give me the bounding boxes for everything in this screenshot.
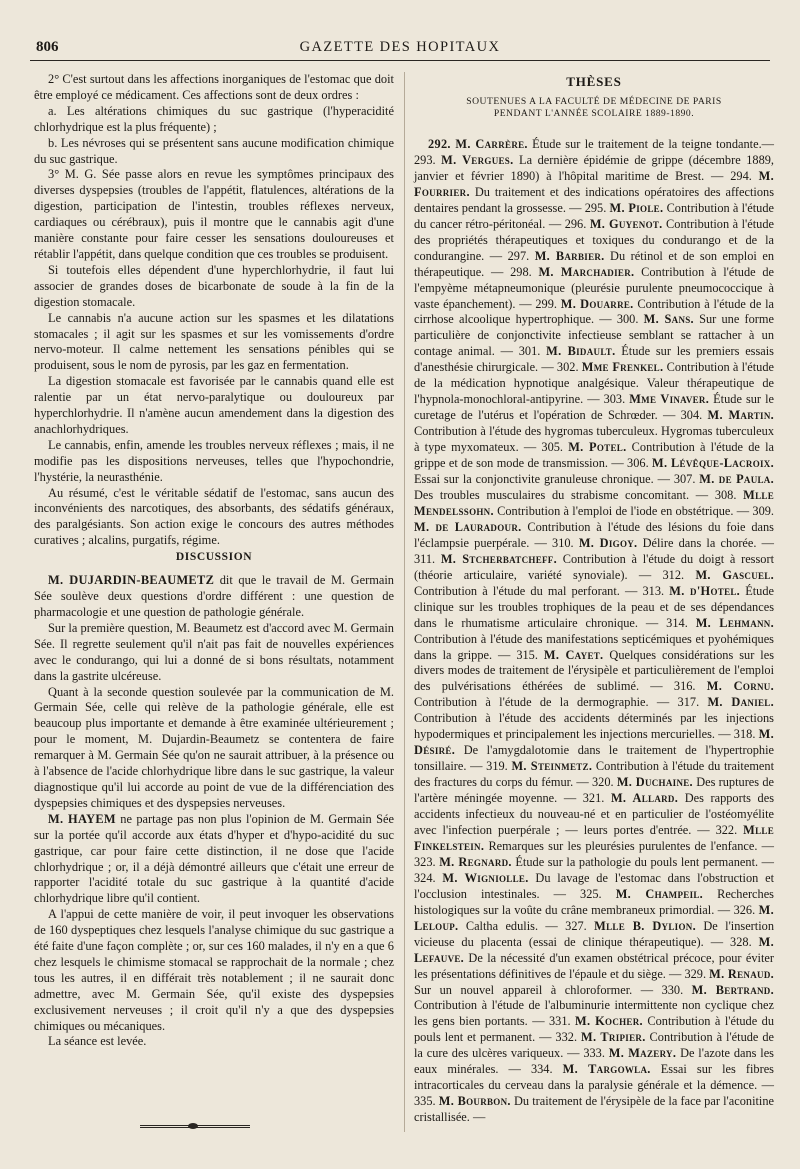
thesis-title: Contribution à l'étude des accidents déterminés par les injections hypodermiques et principalement les injections mercurielles. — 318. (414, 711, 774, 742)
article-paragraph: La digestion stomacale est favorisée par le cannabis quand elle est ralentie par un état nervo-paralytique ou douloureux par hyperchlorhydrie. Il n'amène aucun amendement dans la digestion des anachlorhydriques. (34, 374, 394, 436)
thesis-author: M. Martin. (707, 408, 774, 423)
discussion-text: dit que le travail de M. Germain Sée soulève deux questions d'ordre différent : une question de pharmacologie et une question de pathologie générale. (34, 573, 394, 619)
discussion-paragraph (34, 685, 394, 812)
thesis-author: Mme Frenkel. (581, 360, 664, 375)
theses-list (414, 137, 774, 1126)
thesis-title: Sur une forme particulière de conjonctivite infectieuse semblant se rattacher à un contage animal. — 301. (414, 312, 774, 359)
page-header (30, 36, 770, 61)
thesis-author: M. Cornu. (706, 679, 774, 694)
article-paragraph: b. Les névroses qui se présentent sans aucune modification chimique du suc gastrique. (34, 135, 394, 166)
thesis-title: Contribution à l'étude de l'empyème métapneumonique (pleurésie purulente pneumococcique à vaste épanchement). — 299. (414, 264, 775, 311)
thesis-title: Contribution à l'étude des hygromas tuberculeux. Hygromas tuberculeux à type myxomateux. — 305. (414, 424, 774, 455)
thesis-author: 292. M. Carrère. (428, 137, 528, 151)
discussion-body (34, 573, 394, 1050)
article-paragraph: 3° M. G. Sée passe alors en revue les symptômes principaux des diverses dyspepsies (troubles de l'appétit, flatulences, altérations de la digestion, participation de l'intestin, troubles réflexes nerveux, cardiaques ou cérébraux), puis il montre que le cannabis agit d'une manière constante pour faire cesser les sensations douloureuses et rétablir l'appétit, dans quelque condition que ces troubles se produisent. (34, 167, 394, 261)
thesis-author: Mlle B. Dylion. (594, 918, 696, 933)
thesis-title: Contribution à l'étude de la cirrhose alcoolique hypertrophique. — 300. (414, 296, 774, 327)
thesis-title: Sur un nouvel appareil à chloroformer. — 330. (414, 982, 692, 997)
thesis-author: M. de Lauradour. (414, 519, 522, 534)
thesis-title: La dernière épidémie de grippe (décembre 1889, janvier et février 1890) à l'hôpital maritime de Brest. — 294. (414, 152, 774, 183)
thesis-title: Du lavage de l'estomac dans l'obstruction et l'occlusion intestinales. — 325. (414, 870, 775, 901)
article-paragraph: Le cannabis n'a aucune action sur les spasmes et les dilatations stomacales ; il agit sur les spasmes et sur les vomissements d'ordre nervo-moteur. Il calme nettement les sensations pénibles qui se produisent, sous le nom de pyrosis, par les gaz en fermentation. (34, 310, 394, 373)
theses-subtitle: SOUTENUES A LA FACULTÉ DE MÉDECINE DE PARIS (466, 96, 722, 107)
thesis-title: Des troubles musculaires du strabisme concomitant. — 308. (414, 487, 744, 502)
theses-title: THÈSES (566, 74, 622, 89)
thesis-author: M. Tripier. (581, 1030, 646, 1045)
thesis-author: M. Gascuel. (695, 567, 774, 582)
thesis-author: M. Désiré. (414, 727, 774, 758)
end-ornament (140, 1125, 250, 1128)
thesis-author: M. Cayet. (543, 647, 604, 662)
article-paragraph: Si toutefois elles dépendent d'une hyperchlorhydrie, il faut lui associer de grandes doses de bicarbonate de soude à la fin de la digestion stomacale. (34, 262, 394, 309)
thesis-author: M. de Paula. (699, 472, 774, 487)
thesis-title: Étude sur le curetage de l'utérus et l'opération de Schrœder. — 304. (414, 392, 774, 423)
thesis-author: M. Bidault. (546, 344, 616, 359)
thesis-author: M. Douarre. (560, 296, 634, 311)
thesis-title: Contribution à l'étude de la médication hypnotique analgésique. Valeur thérapeutique de l'hypnola-monochloral-antipyrine. — 303. (414, 360, 774, 407)
thesis-title: Contribution à l'étude des propriétés thérapeutiques et toxiques du condurango et de la condurangine. — 297. (414, 216, 775, 263)
thesis-author: M. Piole. (609, 200, 664, 215)
thesis-author: M. Targowla. (562, 1062, 651, 1077)
discussion-text: Sur la première question, M. Beaumetz est d'accord avec M. Germain Sée. Il regrette seulement qu'il n'ait pas fait de nouvelles expériences avec le condurango, qui lui a donné de si bons résultats, notamment dans la gastrite ulcéreuse. (34, 620, 394, 683)
thesis-title: Recherches histologiques sur la voûte du crâne membraneux primordial. — 326. (414, 886, 774, 917)
thesis-author: M. Barbier. (534, 248, 605, 263)
thesis-author: M. Lefauve. (414, 934, 774, 965)
article-paragraph: Le cannabis, enfin, amende les troubles nerveux réflexes ; mais, il ne modifie pas les dispositions nerveuses, telles que l'hypochondrie, l'hystérie, la neurasthénie. (34, 437, 394, 484)
thesis-author: M. Fourrier. (414, 168, 774, 199)
thesis-author: M. Marchadier. (538, 264, 635, 279)
thesis-title: Caltha edulis. — 327. (458, 918, 595, 933)
thesis-author: M. Steinmetz. (511, 759, 593, 774)
thesis-author: M. Wigniolle. (442, 870, 529, 885)
thesis-title: Contribution à l'étude de l'albuminurie intermittente non cyclique chez les gens bien portants. — 331. (414, 998, 774, 1029)
article-body (34, 72, 394, 549)
thesis-title: Du traitement de l'érysipèle de la face par l'aconitine cristallisée. — (414, 1094, 775, 1125)
discussion-text: La séance est levée. (48, 1034, 147, 1049)
thesis-author: M. Leloup. (414, 902, 774, 933)
discussion-text: ne partage pas non plus l'opinion de M. Germain Sée sur la portée qu'il accorde aux états d'hyper et d'hypo-acidité du suc gastrique, car pour faire cette distinction, il ne dose que l'acide chlorhydrique ; or, il a déjà démontré ailleurs que c'était une erreur de rapporter l'acidité totale du suc gastrique à la quantité d'acide chlorhydrique libre qu'il contient. (34, 811, 394, 906)
thesis-title: Contribution à l'étude des lésions du foie dans l'éclampsie puerpérale. — 310. (414, 519, 774, 550)
thesis-author: M. Digoy. (578, 535, 638, 550)
column-divider (404, 72, 405, 1132)
thesis-author: Mlle Finkelstein. (414, 822, 774, 853)
page-number: 806 (36, 39, 59, 55)
thesis-author: M. Mazery. (608, 1046, 677, 1061)
thesis-title: Étude sur la pathologie du pouls lent permanent. — 324. (414, 854, 775, 885)
discussion-paragraph (34, 812, 394, 907)
thesis-title: Contribution à l'étude du pouls lent et permanent. — 332. (414, 1014, 774, 1045)
thesis-author: M. Regnard. (439, 854, 512, 869)
thesis-title: Étude sur le traitement de la teigne tondante.— 293. (414, 137, 774, 167)
thesis-title: Contribution à l'étude du mal perforant. — 313. (414, 583, 670, 598)
thesis-author: Mlle Mendelssohn. (414, 487, 774, 518)
thesis-title: Contribution à l'étude des manifestations septicémiques et pyohémiques dans la grippe. — 315. (414, 631, 774, 662)
thesis-title: Contribution à l'étude de la dermographie. — 317. (414, 695, 708, 710)
thesis-author: M. Bourbon. (438, 1094, 511, 1109)
discussion-paragraph (34, 907, 394, 1034)
thesis-title: De la nécessité d'un examen obstétrical précoce, pour éviter les présentations définitives de l'épaule et du siège. — 329. (414, 950, 774, 981)
running-title: GAZETTE DES HOPITAUX (299, 39, 501, 55)
article-paragraph: Au résumé, c'est le véritable sédatif de l'estomac, sans aucun des inconvénients des narcotiques, des absorbants, des sédatifs généraux, des paralgésiants. Son action exige le concours des autres méthodes curatives ; alcalins, purgatifs, régime. (34, 485, 394, 548)
thesis-title: Contribution à l'étude du cancer rétro-péritonéal. — 296. (414, 200, 774, 231)
discussion-text: Quant à la seconde question soulevée par la communication de M. Germain Sée, celle qui relève de la pathologie générale, elle est beaucoup plus importante et demande à être examinée ultérieurement ; pour le moment, M. Dujardin-Beaumetz se contentera de faire remarquer à M. Germain Sée qu'on ne saurait attribuer, à la présence ou à l'absence de l'acide chlorhydrique libre dans le suc gastrique, la valeur diagnostique qu'il lui accorde au point de vue de la différenciation des dyspepsies chimiques et des dyspepsies nerveuses. (34, 684, 394, 810)
thesis-title: De l'insertion vicieuse du placenta (essai de clinique thérapeutique). — 328. (414, 918, 774, 949)
thesis-author: Mme Vinaver. (629, 392, 710, 407)
discussion-paragraph (34, 621, 394, 685)
discussion-paragraph (34, 1034, 394, 1050)
speaker-name: M. DUJARDIN-BEAUMETZ (48, 573, 215, 588)
thesis-title: Contribution à l'emploi de l'iode en obstétrique. — 309. (493, 503, 774, 518)
thesis-author: M. Kocher. (575, 1014, 643, 1029)
discussion-heading: DISCUSSION (175, 551, 253, 564)
thesis-title: Des ruptures de l'artère méningée moyenne. — 321. (414, 775, 774, 806)
thesis-title: Quelques considérations sur les divers modes de traitement de l'érysipèle et particulièrement de l'emploi des pulvérisations éthérées de sublimé. — 316. (414, 647, 774, 694)
thesis-author: M. Guyenot. (589, 216, 663, 231)
article-paragraph: a. Les altérations chimiques du suc gastrique (l'hyperacidité chlorhydrique est la plus fréquente) ; (34, 103, 394, 134)
thesis-author: M. Daniel. (707, 695, 774, 710)
thesis-title: Contribution à l'étude du traitement des fractures du corps du fémur. — 320. (414, 759, 775, 790)
thesis-title: Du traitement et des indications opératoires des affections dentaires pendant la grossesse. — 295. (414, 184, 774, 215)
thesis-title: Étude sur les premiers essais d'anesthésie chirurgicale. — 302. (414, 344, 774, 375)
thesis-title: Étude clinique sur les troubles trophiques de la peau et de ses dépendances dans le rhumatisme articulaire chronique. — 314. (414, 583, 774, 630)
left-column (34, 72, 394, 1050)
thesis-title: Remarques sur les pleurésies purulentes de l'enfance. — 323. (414, 838, 774, 869)
thesis-title: Essai sur la conjonctivite granuleuse chronique. — 307. (414, 472, 700, 487)
thesis-title: Contribution à l'étude de la cure des ulcères variqueux. — 333. (414, 1030, 774, 1061)
thesis-author: M. Potel. (568, 440, 627, 455)
speaker-name: M. HAYEM (48, 811, 116, 826)
thesis-author: M. Stcherbatcheff. (440, 551, 557, 566)
thesis-author: M. d'Hotel. (669, 583, 741, 598)
thesis-title: Des rapports des accidents infectieux du nouveau-né et en particulier de l'ostéomyélite avec l'infection puerpérale ; — leurs portes d'entrée. — 322. (414, 791, 774, 837)
thesis-title: Délire dans la chorée. — 311. (414, 535, 774, 566)
thesis-title: Contribution à l'étude de la grippe et de son mode de transmission. — 306. (414, 440, 774, 471)
thesis-title: Du rétinol et de son emploi en thérapeutique. — 298. (414, 248, 774, 279)
right-column (414, 72, 774, 1126)
thesis-title: Essai sur les fibres intracorticales du cerveau dans la paralysie générale et la démence. — 335. (414, 1062, 774, 1109)
thesis-author: M. Bertrand. (691, 982, 774, 997)
discussion-text: A l'appui de cette manière de voir, il peut invoquer les observations de 160 dyspeptiques chez lesquels l'analyse chimique du suc gastrique a été faite d'une façon complète ; or, sur ces 160 malades, il n'y en a que 6 chez lesquels le chimisme stomacal se rapprochait de la normale ; chez tous les autres, il en différait très notablement ; il ne saurait donc admettre, avec M. Germain Sée, qu'il existe des dyspepsies exclusivement nerveuses ; il croit qu'il n'y a que des dyspepsies chimiques ou mécaniques. (34, 907, 394, 1033)
thesis-title: Contribution à l'étude du doigt à ressort (théorie articulaire, variété synoviale). — 312. (414, 551, 775, 582)
thesis-author: M. Renaud. (709, 966, 774, 981)
thesis-author: M. Lévêque-Lacroix. (652, 456, 774, 471)
thesis-author: M. Duchaine. (616, 775, 693, 790)
thesis-author: M. Sans. (643, 312, 694, 327)
thesis-title: De l'amygdalotomie dans le traitement de l'hypertrophie tonsillaire. — 319. (414, 743, 774, 774)
thesis-author: M. Vergues. (441, 152, 514, 167)
thesis-author: M. Champeil. (615, 886, 704, 901)
thesis-author: M. Lehmann. (695, 615, 774, 630)
discussion-paragraph (34, 573, 394, 621)
theses-subtitle-year: PENDANT L'ANNÉE SCOLAIRE 1889-1890. (493, 108, 695, 119)
thesis-author: M. Allard. (610, 791, 679, 806)
article-paragraph: 2° C'est surtout dans les affections inorganiques de l'estomac que doit être employé ce médicament. Ces affections sont de deux ordres : (34, 72, 394, 102)
thesis-title: De l'azote dans les eaux minérales. — 334. (414, 1046, 774, 1077)
